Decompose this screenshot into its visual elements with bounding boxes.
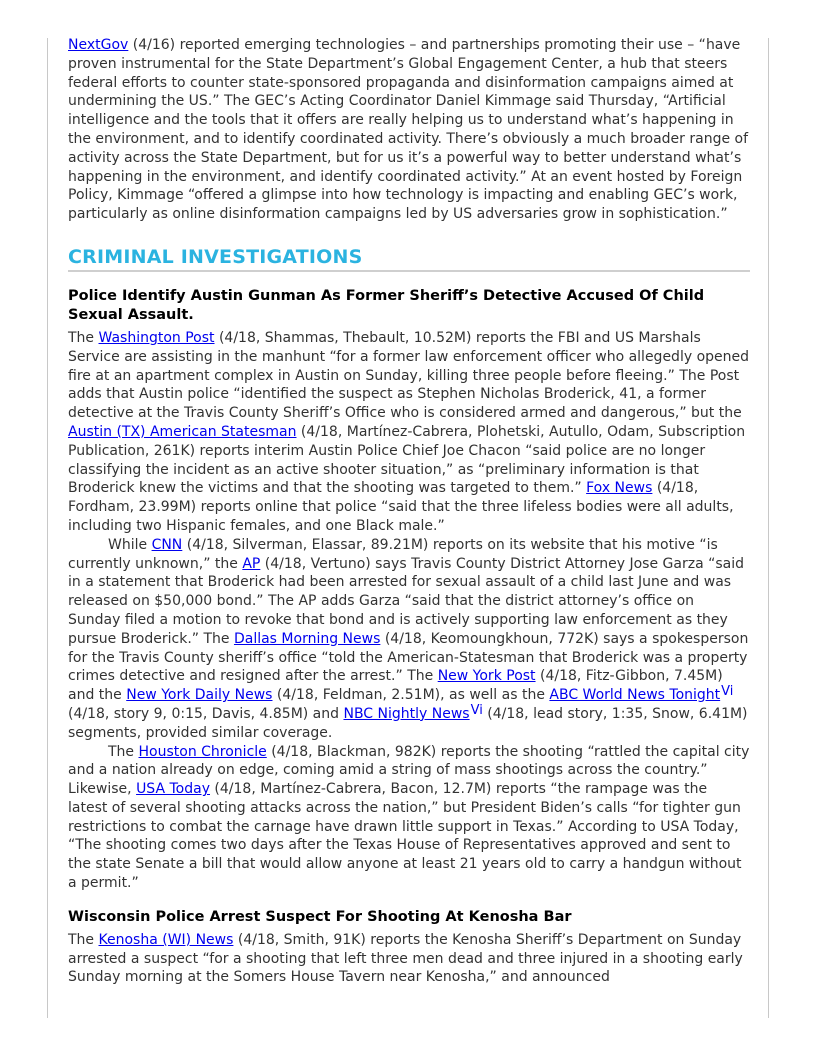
paragraph-text: (4/18, Fitz-Gibbon, 7.45M) and the xyxy=(68,668,723,704)
video-marker-icon[interactable]: Vi xyxy=(721,684,734,700)
houston-chronicle-link[interactable]: Houston Chronicle xyxy=(138,743,267,760)
paragraph-text: (4/18, Smith, 91K) reports the Kenosha Sheriff’s Department on Sunday arrested a suspect “for a shooting that left three men dead and three injured in a shooting early Sunday morning at the Somers House Tavern near Kenosha,” and announced xyxy=(68,931,743,986)
paragraph-text: (4/18, Martínez-Cabrera, Bacon, 12.7M) reports “the rampage was the latest of several shooting attacks across the nation,” but President Biden’s calls “for tighter gun restrictions to combat the carnage have drawn little support in Texas.” According to USA Today, “The shooting comes two days after the Texas House of Representatives approved and sent to the state Senate a bill that would allow anyone at least 21 years old to carry a handgun without a permit.” xyxy=(68,781,742,892)
paragraph-text: (4/18, Blackman, 982K) reports the shooting “rattled the capital city and a nation already on edge, coming amid a string of mass shootings across the country.” Likewise, xyxy=(68,743,750,798)
paragraph-text: (4/18, lead story, 1:35, Snow, 6.41M) segments, provided similar coverage. xyxy=(68,705,748,741)
nextgov-link[interactable]: NextGov xyxy=(68,37,129,53)
section-heading: CRIMINAL INVESTIGATIONS xyxy=(68,245,750,272)
ap-link[interactable]: AP xyxy=(242,555,261,572)
paragraph-text: (4/18, Martínez-Cabrera, Plohetski, Autullo, Odam, Subscription Publication, 261K) reports interim Austin Police Chief Joe Chacon “said police are no longer classifying the incident as an active shooter situation,” as “preliminary information is that Broderick knew the victims and that the shooting was targeted to them.” xyxy=(68,423,746,497)
intro-text: (4/16) reported emerging technologies – and partnerships promoting their use – “have proven instrumental for the State Department’s Global Engagement Center, a hub that steers federal efforts to counter state-sponsored propaganda and disinformation campaigns aimed at undermining the US.” The GEC’s Acting Coordinator Daniel Kimmage said Thursday, “Artificial intelligence and the tools that it offers are really helping us to understand what’s happening in the environment, and to identify coordinated activity. There’s obviously a much broader range of activity across the State Department, but for us it’s a powerful way to better understand what’s happening in the environment, and identify coordinated activity.” At an event hosted by Foreign Policy, Kimmage “offered a glimpse into how technology is impacting and enabling GEC’s work, particularly as online disinformation campaigns led by US adversaries grow in sophistication.” xyxy=(68,37,749,223)
video-marker-icon[interactable]: Vi xyxy=(470,702,483,718)
paragraph-text: (4/18, Shammas, Thebault, 10.52M) reports the FBI and US Marshals Service are assisting in the manhunt “for a former law enforcement officer who allegedly opened fire at an apartment complex in Austin on Sunday, killing three people before fleeing.” The Post adds that Austin police “identified the suspect as Stephen Nicholas Broderick, 41, a former detective at the Travis County Sheriff’s Office who is considered armed and dangerous,” but the xyxy=(68,329,750,422)
article-paragraph xyxy=(68,743,750,893)
cnn-link[interactable]: CNN xyxy=(151,536,183,553)
article-paragraph xyxy=(68,536,750,743)
washington-post-link[interactable]: Washington Post xyxy=(98,329,215,346)
paragraph-text: (4/18, Feldman, 2.51M), as well as the xyxy=(272,687,550,704)
paragraph-text: (4/18, Fordham, 23.99M) reports online that police “said that the three lifeless bodies were all adults, including two Hispanic females, and one Black male.” xyxy=(68,480,734,534)
paragraph-text: While xyxy=(108,536,152,553)
paragraph-text: The xyxy=(68,931,99,948)
fox-news-link[interactable]: Fox News xyxy=(586,480,653,497)
article-paragraph xyxy=(68,329,750,536)
kenosha-news-link[interactable]: Kenosha (WI) News xyxy=(98,931,234,948)
paragraph-text: The xyxy=(68,329,99,346)
paragraph-text: (4/18, Keomoungkhoun, 772K) says a spokesperson for the Travis County sheriff’s office “told the American-Statesman that Broderick was a property crimes detective and resigned after the arrest.” The xyxy=(68,630,749,685)
abc-world-news-tonight-link[interactable]: ABC World News Tonight xyxy=(549,687,721,704)
paragraph-text: (4/18, Silverman, Elassar, 89.21M) reports on its website that his motive “is currently unknown,” the xyxy=(68,536,718,572)
nbc-nightly-news-link[interactable]: NBC Nightly News xyxy=(343,705,470,722)
usa-today-link[interactable]: USA Today xyxy=(136,781,210,798)
paragraph-text: (4/18, story 9, 0:15, Davis, 4.85M) and xyxy=(68,705,344,722)
new-york-post-link[interactable]: New York Post xyxy=(437,668,536,685)
article-headline-kenosha: Wisconsin Police Arrest Suspect For Shooting At Kenosha Bar xyxy=(68,908,572,925)
left-margin-rule xyxy=(47,38,48,1018)
paragraph-text: The xyxy=(108,743,139,760)
new-york-daily-news-link[interactable]: New York Daily News xyxy=(126,687,273,704)
article-paragraph xyxy=(68,931,750,987)
paragraph-text: (4/18, Vertuno) says Travis County District Attorney Jose Garza “said in a statement that Broderick had been arrested for sexual assault of a child last June and was released on $50,000 bond.” The AP adds Garza “said that the district attorney’s office on Sunday filed a motion to revoke that bond and is actively supporting law enforcement as they pursue Broderick.” The xyxy=(68,555,745,647)
dallas-morning-news-link[interactable]: Dallas Morning News xyxy=(233,630,381,647)
article-headline-austin: Police Identify Austin Gunman As Former Sheriff’s Detective Accused Of Child Sexual Assault. xyxy=(68,287,705,323)
document-body xyxy=(68,36,750,987)
intro-paragraph xyxy=(68,36,750,224)
austin-american-statesman-link[interactable]: Austin (TX) American Statesman xyxy=(68,423,297,440)
right-margin-rule xyxy=(768,38,769,1018)
